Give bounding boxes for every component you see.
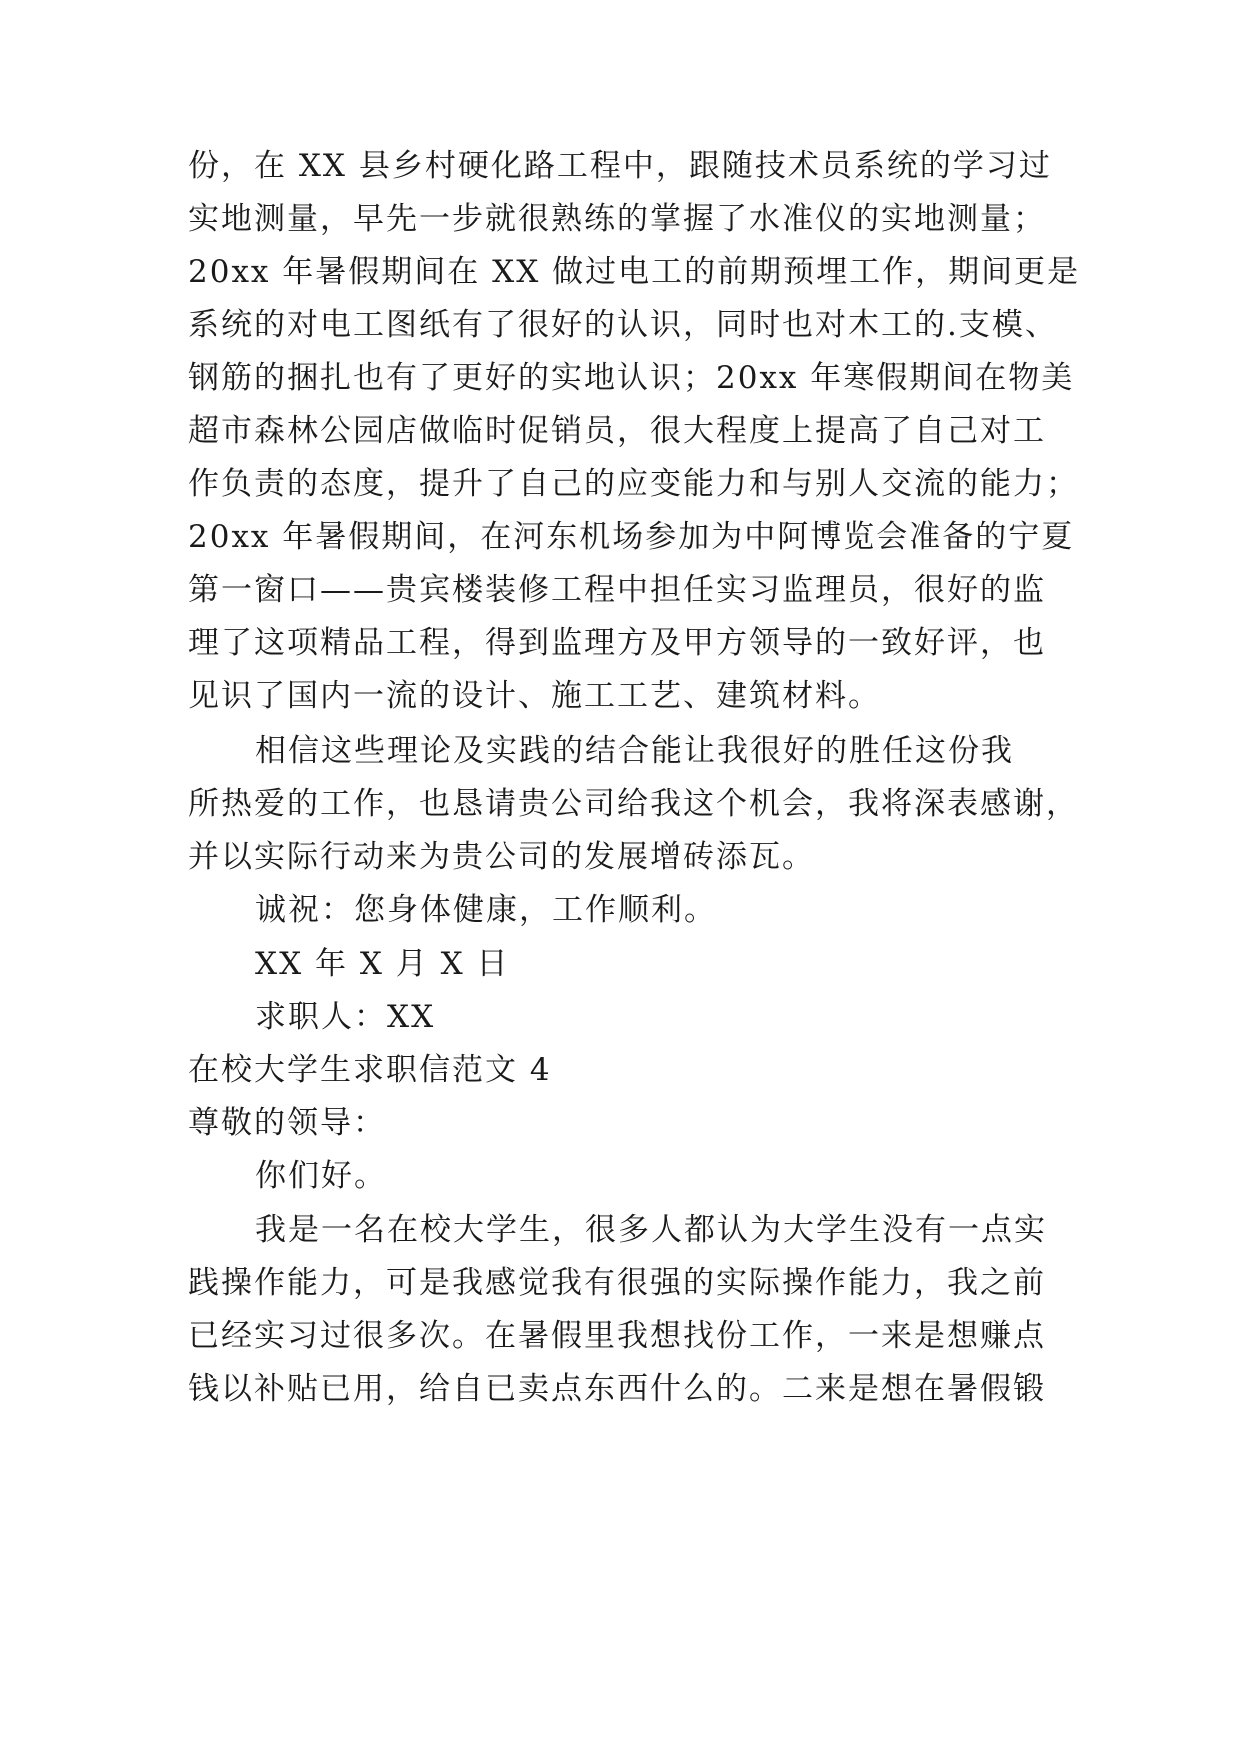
text-line: 见识了国内一流的设计、施工工艺、建筑材料。	[188, 678, 881, 714]
text-line: 践操作能力，可是我感觉我有很强的实际操作能力，我之前	[188, 1265, 1046, 1301]
text-line: 实地测量，早先一步就很熟练的掌握了水准仪的实地测量；	[188, 201, 1046, 237]
signature-date: XX 年 X 月 X 日	[255, 946, 510, 982]
text-line: 钱以补贴已用，给自已卖点东西什么的。二来是想在暑假锻	[188, 1371, 1046, 1407]
salutation: 尊敬的领导：	[188, 1105, 386, 1141]
closing-wishes: 诚祝：您身体健康，工作顺利。	[255, 892, 717, 928]
text-line: 所热爱的工作，也恳请贵公司给我这个机会，我将深表感谢，	[188, 786, 1079, 822]
text-line: 已经实习过很多次。在暑假里我想找份工作，一来是想赚点	[188, 1318, 1046, 1354]
greeting: 你们好。	[255, 1158, 387, 1194]
text-line: 钢筋的捆扎也有了更好的实地认识；20xx 年寒假期间在物美	[188, 360, 1075, 396]
text-line: 理了这项精品工程，得到监理方及甲方领导的一致好评，也	[188, 625, 1046, 661]
text-line: 超市森林公园店做临时促销员，很大程度上提高了自己对工	[188, 413, 1046, 449]
text-line: 系统的对电工图纸有了很好的认识，同时也对木工的.支模、	[188, 307, 1058, 343]
section-title: 在校大学生求职信范文 4	[188, 1052, 552, 1088]
signature-applicant: 求职人：XX	[255, 999, 436, 1035]
text-line: 第一窗口——贵宾楼装修工程中担任实习监理员，很好的监	[188, 572, 1046, 608]
paragraph-first-line: 相信这些理论及实践的结合能让我很好的胜任这份我	[255, 733, 1014, 769]
paragraph-first-line: 我是一名在校大学生，很多人都认为大学生没有一点实	[255, 1212, 1047, 1248]
text-line: 作负责的态度，提升了自己的应变能力和与别人交流的能力；	[188, 466, 1079, 502]
text-line: 份，在 XX 县乡村硬化路工程中，跟随技术员系统的学习过	[188, 148, 1052, 184]
text-line: 20xx 年暑假期间在 XX 做过电工的前期预埋工作，期间更是	[188, 254, 1081, 290]
text-line: 并以实际行动来为贵公司的发展增砖添瓦。	[188, 839, 815, 875]
text-line: 20xx 年暑假期间，在河东机场参加为中阿博览会准备的宁夏	[188, 519, 1075, 555]
